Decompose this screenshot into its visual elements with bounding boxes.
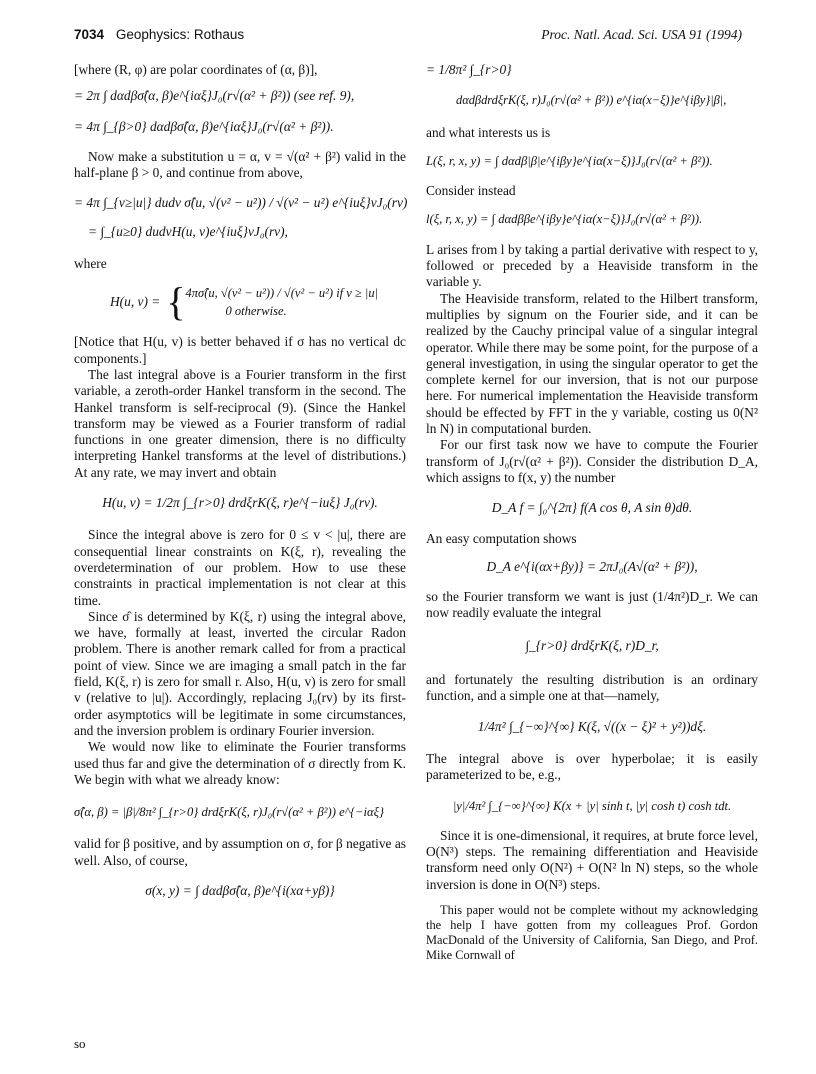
paragraph: An easy computation shows bbox=[426, 530, 577, 546]
running-header-left bbox=[74, 27, 244, 42]
case-top: 4πσ̂(u, √(v² − u²)) / √(v² − u²) if v ≥ |u| bbox=[185, 286, 379, 301]
equation: σ(x, y) = ∫ dαdβσ̂(α, β)e^{i(xα+yβ)} bbox=[145, 882, 335, 898]
paragraph: Since σ̂ is determined by K(ξ, r) using the integral above, we have, formally at least, inverted the circular Radon problem. There is another remark called for from a practical point of view. Since we are imaging a small patch in the far field, K(ξ, r) is zero for small r. Also, H(u, v) is zero for small v (relative to |u|). Accordingly, replacing J₀(rv) by its first-order asymptotics will be legitimate in some circumstances, and the inversion problem is ordinary Fourier inversion. bbox=[74, 608, 406, 738]
equation-lhs: H(u, v) = bbox=[110, 294, 161, 310]
equation: l(ξ, r, x, y) = ∫ dαdββe^{iβy}e^{iα(x−ξ)}J₀(r√(α² + β²)). bbox=[426, 212, 703, 227]
paragraph: Since the integral above is zero for 0 ≤ v < |u|, there are consequential linear constraints on K(ξ, r), revealing the overdetermination of our problem. How to use these constraints in practical implementation is not clear at this time. bbox=[74, 527, 406, 608]
equation: 1/4π² ∫_{−∞}^{∞} K(ξ, √((x − ξ)² + y²))dξ. bbox=[477, 718, 707, 734]
equation: |y|/4π² ∫_{−∞}^{∞} K(x + |y| sinh t, |y| cosh t) cosh tdt. bbox=[452, 798, 732, 813]
paragraph: Now make a substitution u = α, v = √(α² + β²) valid in the half-plane β > 0, and continue from above, bbox=[74, 148, 406, 181]
paragraph: L arises from l by taking a partial derivative with respect to y, followed or preceded by a Heaviside transform in the variable y. bbox=[426, 241, 758, 290]
paragraph: valid for β positive, and by assumption on σ, for β negative as well. Also, of course, bbox=[74, 836, 406, 868]
equation: D_A f = ∫₀^{2π} f(A cos θ, A sin θ)dθ. bbox=[491, 500, 693, 516]
paragraph: We would now like to eliminate the Fourier transforms used thus far and give the determination of σ directly from K. We begin with what we already know: bbox=[74, 739, 406, 787]
equation: D_A e^{i(αx+βy)} = 2πJ₀(A√(α² + β²)), bbox=[486, 558, 698, 574]
page-number: 7034 bbox=[74, 27, 105, 42]
paragraph: [Notice that H(u, v) is better behaved if σ has no vertical dc components.] bbox=[74, 334, 406, 366]
paragraph: For our first task now we have to compute the Fourier transform of J₀(r√(α² + β²)). Consider the distribution D_A, which assigns to f(x, y) the number bbox=[426, 437, 758, 485]
left-brace: { bbox=[166, 279, 186, 325]
equation: H(u, v) = 1/2π ∫_{r>0} drdξrK(ξ, r)e^{−iuξ} J₀(rv). bbox=[102, 495, 378, 511]
equation: = 4π ∫_{v≥|u|} dudv σ̂(u, √(v² − u²)) / √(v² − u²) e^{iuξ}vJ₀(rv) bbox=[74, 195, 408, 211]
paragraph: Since it is one-dimensional, it requires, at brute force level, O(N³) steps. The remaining differentiation and Heaviside transform need only O(N²) + O(N² ln N) steps, so the whole inversion is done in O(N³) steps. bbox=[426, 827, 758, 892]
equation: ∫_{r>0} drdξrK(ξ, r)D_r, bbox=[525, 637, 659, 653]
equation: = 2π ∫ dαdβσ̂(α, β)e^{iαξ}J₀(r√(α² + β²)) (see ref. 9), bbox=[74, 88, 355, 104]
equation: = ∫_{u≥0} dudvH(u, v)e^{iuξ}vJ₀(rv), bbox=[88, 223, 288, 239]
paragraph: so the Fourier transform we want is just (1/4π²)D_r. We can now readily evaluate the integral bbox=[426, 589, 758, 621]
equation: σ̂(α, β) = |β|/8π² ∫_{r>0} drdξrK(ξ, r)J₀(r√(α² + β²)) e^{−iαξ} bbox=[74, 805, 385, 820]
paragraph: The last integral above is a Fourier transform in the first variable, a zeroth-order Hankel transform in the second. The Hankel transform is self-reciprocal (9). (Since the Hankel transform may be viewed as a Fourier transform of radial functions in one greater dimension, there is no difficulty interpreting Hankel transforms at the level of distributions.) At any rate, we may invert and obtain bbox=[74, 366, 406, 480]
section-title: Geophysics: Rothaus bbox=[115, 27, 245, 42]
right-column bbox=[426, 62, 758, 963]
paragraph: The integral above is over hyperbolae; it is easily parameterized to be, e.g., bbox=[426, 750, 758, 783]
equation: dαdβdrdξrK(ξ, r)J₀(r√(α² + β²)) e^{iα(x−ξ)}e^{iβy}|β|, bbox=[456, 93, 727, 108]
equation: = 1/8π² ∫_{r>0} bbox=[426, 62, 512, 77]
equation: = 4π ∫_{β>0} dαdβσ̂(α, β)e^{iαξ}J₀(r√(α² + β²)). bbox=[74, 118, 334, 134]
equation: L(ξ, r, x, y) = ∫ dαdβ|β|e^{iβy}e^{iα(x−ξ)}J₀(r√(α² + β²)). bbox=[426, 153, 713, 168]
case-bottom: 0 otherwise. bbox=[225, 304, 287, 319]
paragraph: Consider instead bbox=[426, 183, 516, 199]
paragraph: The Heaviside transform, related to the Hilbert transform, multiplies by signum on the Fourier side, and it can be realized by the Cauchy principal value of a singular integral operator. While there may be some point, for the purpose of a general investigation, in using the singular operator to get the complete kernel for our inversion, that is not our purpose here. For numerical implementation the Heaviside transform should be effected by FFT in the y variable, costing us 0(N² ln N) in computational burden. bbox=[426, 290, 758, 437]
journal-citation: Proc. Natl. Acad. Sci. USA 91 (1994) bbox=[541, 27, 742, 42]
paragraph: and fortunately the resulting distribution is an ordinary function, and a simple one at that—namely, bbox=[426, 672, 758, 704]
paragraph: [where (R, φ) are polar coordinates of (α, β)], bbox=[74, 62, 318, 77]
continuation-word: so bbox=[74, 1036, 86, 1051]
left-column bbox=[74, 62, 406, 907]
paragraph: where bbox=[74, 256, 107, 272]
piecewise-equation bbox=[74, 279, 406, 325]
paragraph: and what interests us is bbox=[426, 124, 551, 140]
acknowledgment: This paper would not be complete without my acknowledging the help I have gotten from my colleagues Prof. Gordon MacDonald of the University of California, San Diego, and Prof. Mike Cornwall of bbox=[426, 902, 758, 962]
